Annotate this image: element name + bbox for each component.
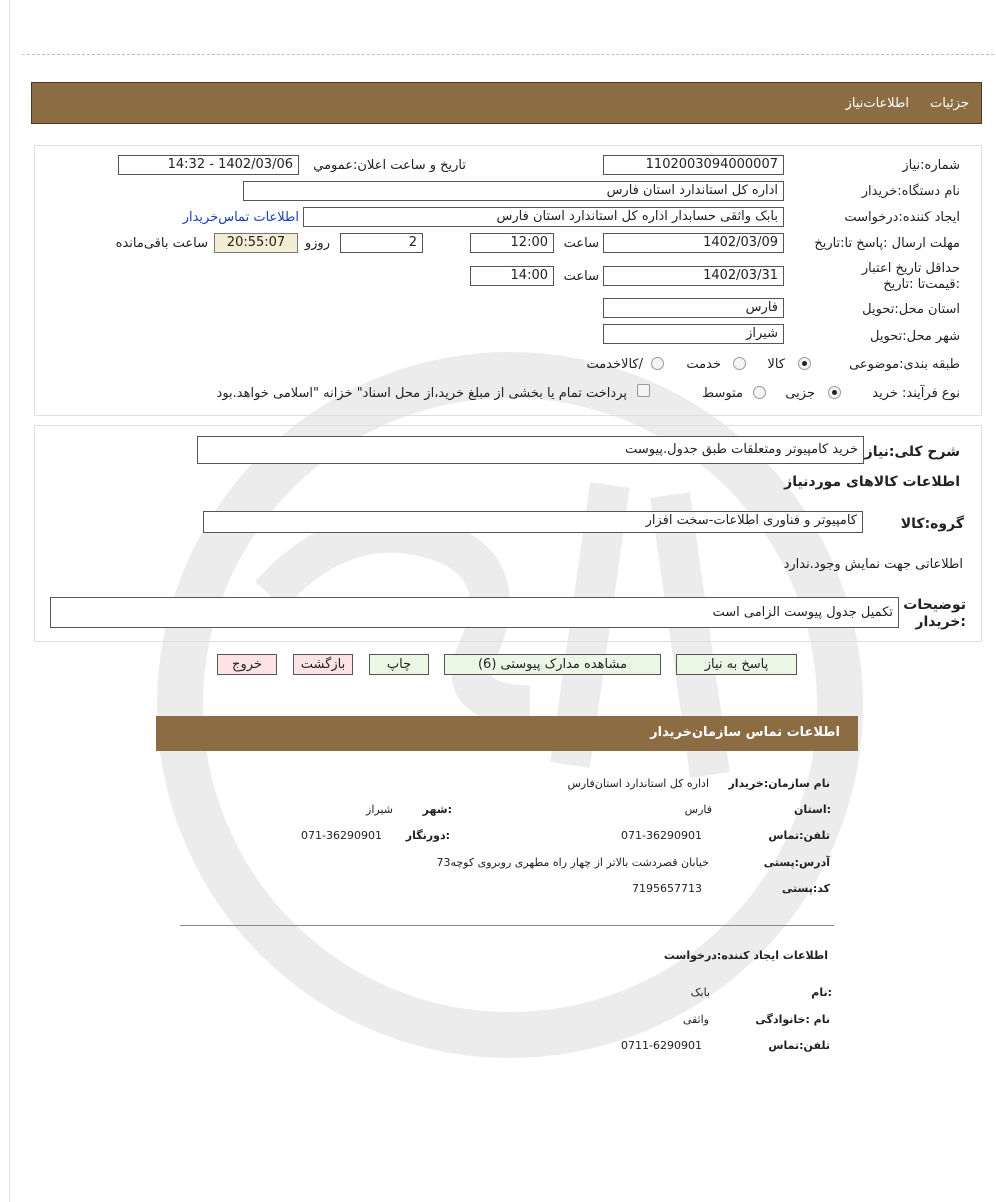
category-goods-label: کالا [767, 357, 785, 372]
attachments-button[interactable]: مشاهده مدارک پیوستی (6) [444, 654, 661, 675]
category-both-label: /کالاخدمت [586, 357, 643, 372]
goods-group-label: گروه:کالا [900, 516, 964, 532]
address-label: آدرس:پستی [763, 856, 830, 869]
left-border-line [9, 0, 10, 1202]
process-medium-label: متوسط [702, 386, 743, 401]
creator-phone-label: تلفن:تماس [768, 1039, 830, 1052]
contact-fax-value: 071-36290901 [301, 829, 382, 842]
buyer-contact-link[interactable]: اطلاعات تماس‌خریدار [182, 210, 299, 225]
buyer-notes-field: تکمیل جدول پیوست الزامی است [50, 597, 899, 628]
creator-phone-value: 0711-6290901 [621, 1039, 702, 1052]
contact-phone-label: تلفن:تماس [768, 829, 830, 842]
no-info-text: اطلاعاتی جهت نمایش وجود.ندارد [783, 557, 963, 572]
deadline-date-field: 1402/03/09 [603, 233, 784, 253]
exit-button[interactable]: خروج [217, 654, 277, 675]
announce-label: تاریخ و ساعت اعلان:عمومي [313, 158, 466, 173]
postal-value: 7195657713 [632, 882, 702, 895]
deadline-label: مهلت ارسال :پاسخ تا:تاریخ [814, 236, 960, 251]
category-service-radio[interactable] [733, 357, 746, 370]
org-label: نام سازمان:خریدار [728, 777, 830, 790]
process-minor-radio[interactable] [828, 386, 841, 399]
buyer-contact-bar [156, 716, 858, 751]
days-label: روزو [304, 236, 330, 251]
city-label: شهر محل:تحویل [870, 329, 960, 344]
deadline-time-label: ساعت [563, 236, 599, 251]
section-divider [180, 925, 834, 926]
print-button[interactable]: چاپ [369, 654, 429, 675]
province-field: فارس [603, 298, 784, 318]
contact-province-label: :استان [794, 803, 831, 816]
category-label: طبقه بندی:موضوعی [849, 357, 960, 372]
creator-field: بابک واثقی حسابدار اداره کل استاندارد استان فارس [303, 207, 784, 227]
contact-city-label: :شهر [422, 803, 452, 816]
validity-time-field: 14:00 [470, 266, 554, 286]
postal-label: کد:پستی [781, 882, 830, 895]
treasury-payment-note: پرداخت تمام یا بخشی از مبلغ خرید،از محل اسناد" خزانه "اسلامی خواهد.بود [216, 386, 627, 401]
creator-family-label: نام :خانوادگی [755, 1013, 830, 1026]
buyer-field: اداره کل استاندارد استان فارس [243, 181, 784, 201]
treasury-payment-checkbox[interactable] [637, 384, 650, 397]
process-minor-label: جزیی [785, 386, 815, 401]
general-desc-label: شرح کلی:نیاز [864, 444, 960, 460]
validity-date-field: 1402/03/31 [603, 266, 784, 286]
tab-details[interactable]: جزئیات [930, 96, 969, 111]
buyer-notes-label: توضیحات :خریدار [903, 597, 966, 630]
category-both-radio[interactable] [651, 357, 664, 370]
tab-need-info[interactable]: اطلاعات‌نیاز [845, 96, 909, 111]
address-value: خیابان قصردشت بالاتر از چهار راه مطهری روبروی کوچه73 [436, 856, 709, 869]
province-label: استان محل:تحویل [862, 302, 960, 317]
creator-name-value: بابک [690, 986, 710, 999]
category-service-label: خدمت [686, 357, 721, 372]
creator-label: ایجاد کننده:درخواست [844, 210, 960, 225]
category-goods-radio[interactable] [798, 357, 811, 370]
contact-province-value: فارس [684, 803, 712, 816]
creator-family-value: واثقی [682, 1013, 709, 1026]
process-medium-radio[interactable] [753, 386, 766, 399]
header-tabs-bar [31, 82, 982, 124]
creator-name-label: :نام [811, 986, 832, 999]
buyer-contact-heading: اطلاعات تماس سازمان‌خریدار [650, 725, 840, 740]
need-number-label: شماره:نیاز [902, 158, 960, 173]
remaining-label: ساعت باقی‌مانده [115, 236, 208, 251]
days-field: 2 [340, 233, 423, 253]
creator-info-heading: اطلاعات ایجاد کننده:درخواست [663, 949, 828, 962]
need-number-field: 1102003094000007 [603, 155, 784, 175]
city-field: شیراز [603, 324, 784, 344]
general-desc-field: خرید کامپیوتر ومتعلقات طبق جدول.پیوست [197, 436, 864, 464]
org-value: اداره کل استاندارد استان‌فارس [567, 777, 709, 790]
contact-city-value: شیراز [366, 803, 393, 816]
remaining-time-field: 20:55:07 [214, 233, 298, 253]
contact-phone-value: 071-36290901 [621, 829, 702, 842]
contact-fax-label: :دورنگار [405, 829, 450, 842]
process-label: نوع فرآیند: خرید [872, 386, 960, 401]
validity-time-label: ساعت [563, 269, 599, 284]
deadline-time-field: 12:00 [470, 233, 554, 253]
back-button[interactable]: بازگشت [293, 654, 353, 675]
goods-group-field: کامپیوتر و فناوری اطلاعات-سخت افزار [203, 511, 863, 533]
announce-date-field: 1402/03/06 - 14:32 [118, 155, 299, 175]
reply-button[interactable]: پاسخ به نیاز [676, 654, 797, 675]
buyer-label: نام دستگاه:خریدار [861, 184, 960, 199]
validity-label: حداقل تاریخ اعتبار :قیمت‌تا :تاریخ [861, 261, 960, 292]
goods-heading: اطلاعات کالاهای موردنیاز [784, 474, 960, 490]
top-divider [22, 54, 994, 55]
